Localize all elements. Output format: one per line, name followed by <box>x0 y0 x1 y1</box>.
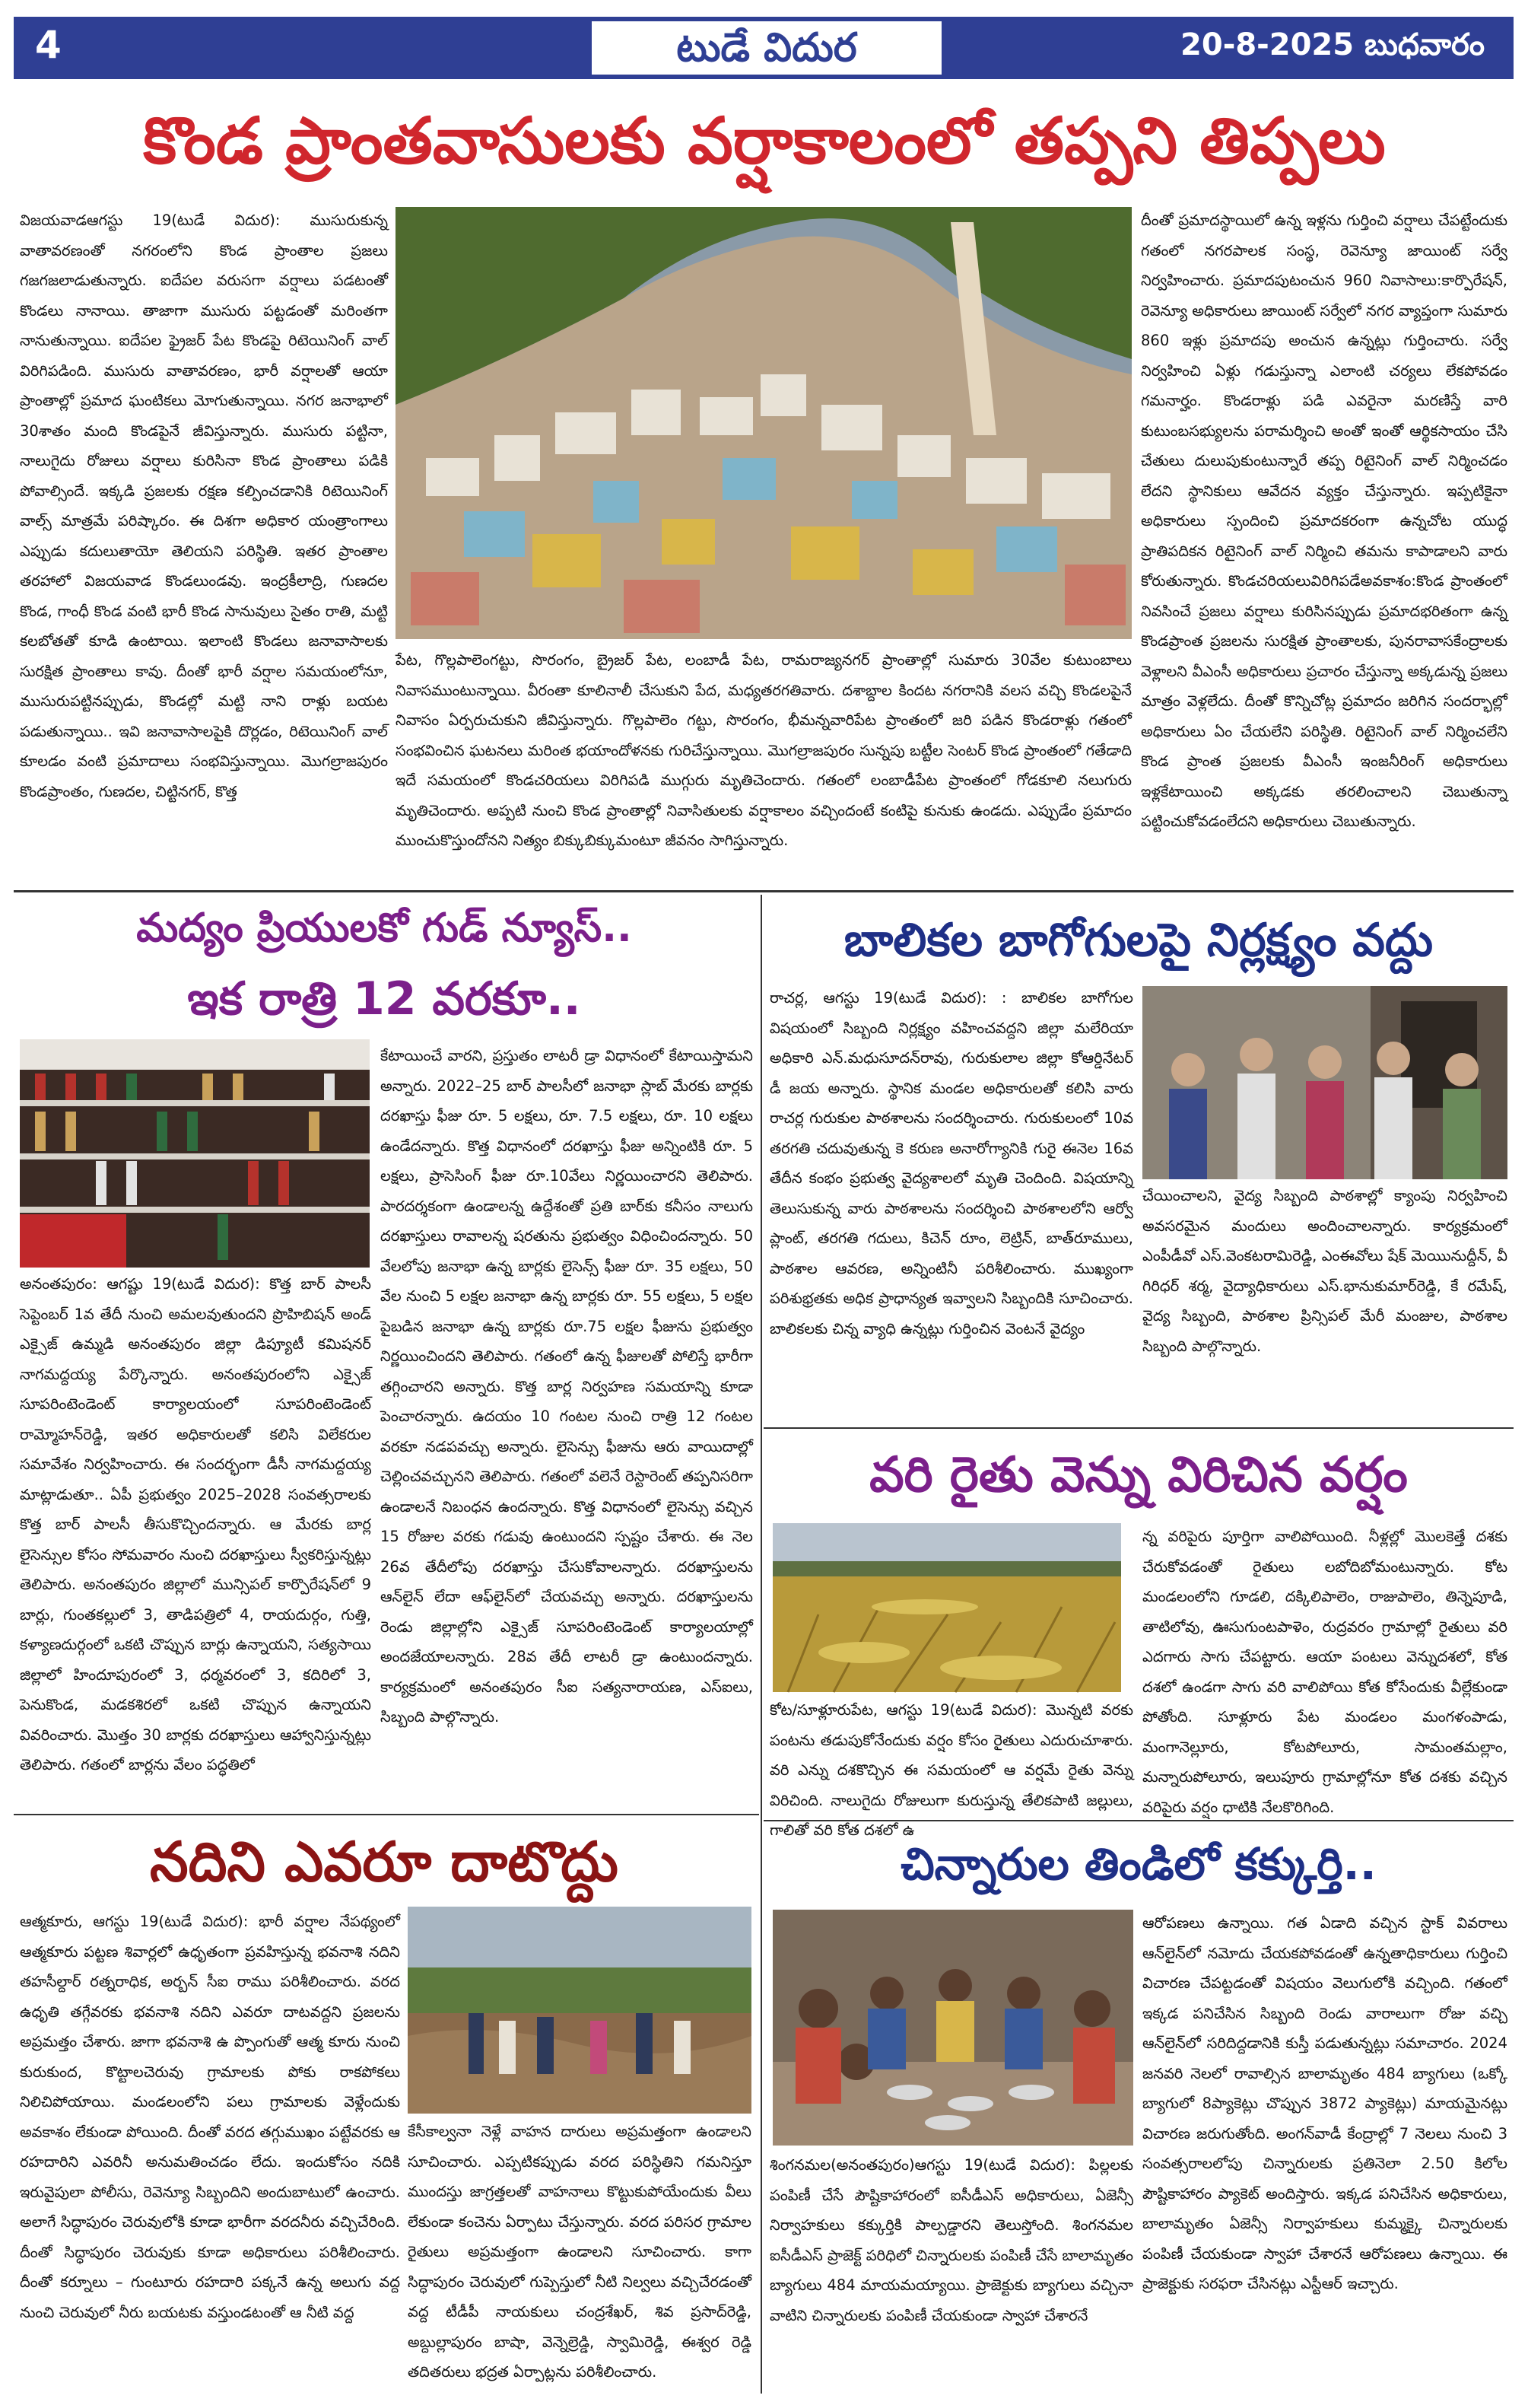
paddy-col-left: కోట/సూళ్లూరుపేట, ఆగస్టు 19(టుడే విదుర): మొన్నటి వరకు పంటను తడుపుకోనేందుకు వర్షం కోసం రైతులు ఎదురుచూశారు. వరి ఎన్ను దశకొచ్చిన ఈ సమయంలో ఆ వర్షమే రైతు వెన్ను విరిచింది. నాలుగైదు రోజులుగా కురుస్తున్న తేలికపాటి జల్లులు, గాలితో వరి కోత దశలో ఉ <box>770 1701 1133 1839</box>
children-eating-photo <box>773 1910 1133 2146</box>
masthead-bar <box>14 17 1514 79</box>
girls-col-right: చేయించాలని, వైద్య సిబ్బంది పాఠశాల్లో క్యాంపు నిర్వహించి అవసరమైన మందులు అందించాలన్నారు. కార్యక్రమంలో ఎంపీడీవో ఎస్.వెంకటరామిరెడ్డి, ఎంఈవోలు షేక్ మెయిునుద్దీన్, వీ గిరిధర్ శర్మ, వైద్యాధికారులు ఎస్.భానుకుమార్‌రెడ్డి, కే రమేష్, వైద్య సిబ్బంది, పాఠశాల ప్రిన్సిపల్ మేరీ మంజుల, పాఠశాల సిబ్బంది పాల్గొన్నారు. <box>1142 1187 1507 1355</box>
section-divider <box>764 1427 1514 1429</box>
main-story-col3: దీంతో ప్రమాదస్థాయిలో ఉన్న ఇళ్లను గుర్తించి వర్షాలు చేపట్టేందుకు గతంలో నగరపాలక సంస్థ, రెవెన్యూ జాయింట్ సర్వే నిర్వహించారు. ప్రమాదపుటంచున 960 నివాసాలు:కార్పొరేషన్, రెవెన్యూ అధికారులు జాయింట్ సర్వేలో నగర వ్యాప్తంగా సుమారు 860 ఇళ్లు ప్రమాదపు అంచున ఉన్నట్లు గుర్తించారు. సర్వే నిర్వహించి ఏళ్లు గడుస్తున్నా ఎలాంటి చర్యలు లేకపోవడం గమనార్హం. కొండరాళ్లు పడి ఎవరైనా మరణిస్తే వారి కుటుంబసభ్యులను పరామర్శించి అంతో ఇంతో ఆర్థికసాయం చేసి చేతులు దులుపుకుంటున్నారే తప్ప రిటైనింగ్ వాల్ నిర్మించడం లేదని స్థానికులు ఆవేదన వ్యక్తం చేస్తున్నారు. ఇప్పటికైనా అధికారులు స్పందించి ప్రమాదకరంగా ఉన్నచోట యుద్ధ ప్రాతిపదికన రిటైనింగ్ వాల్ నిర్మించి తమను కాపాడాలని వారు కోరుతున్నారు. కొండచరియలువిరిగిపడేఅవకాశం:కొండ ప్రాంతంలో నివసించే ప్రజలు వర్షాలు కురిసినప్పుడు ప్రమాదభరితంగా ఉన్న కొండప్రాంత ప్రజలను సురక్షిత ప్రాంతాలకు, పునరావాసకేంద్రాలకు వెళ్లాలని వీఎంసీ అధికారులు ప్రచారం చేస్తున్నా అక్కడున్న ప్రజలు మాత్రం వెళ్లలేదు. దీంతో కొన్నిచోట్ల ప్రమాదం జరిగిన సందర్భాల్లో అధికారులు ఏం చేయలేని పరిస్థితి. రిటైనింగ్ వాల్ నిర్మించలేని కొండ ప్రాంత ప్రజలకు వీఎంసీ ఇంజనీరింగ్ అధికారులు ఇళ్లకేటాయించి అక్కడకు తరలించాలని చెబుతున్నా పట్టించుకోవడంలేదని అధికారులు చెబుతున్నారు. <box>1141 212 1507 830</box>
river-col-right: కేసీకాల్వనా నెళ్లే వాహన దారులు అప్రమత్తంగా ఉండాలని సూచించారు. ఎప్పటికప్పుడు వరద పరిస్థితిని గమనిస్తూ ముందస్తు జాగ్రత్తలతో వాహనాలు కొట్టుకుపోయేందుకు వీలు లేకుండా కంచెను ఏర్పాటు చేస్తున్నారు. వరద పరిసర గ్రామాల రైతులు అప్రమత్తంగా ఉండాలని సూచించారు. కాగా సిద్ధాపురం చెరువులో గుప్పెస్తులో నీటి నిల్వలు వచ్చిచేరడంతో వద్ద టీడీపీ నాయకులు చంద్రశేఖర్, శివ ప్రసాద్‌రెడ్డి, అబ్దుల్లాపురం బాషా, వెన్నెల్రెడ్డి, స్వామిరెడ్డి, ఈశ్వర రెడ్డి తదితరులు భద్రత ఏర్పాట్లను పరిశీలించారు. <box>408 2123 751 2381</box>
main-story-col1: విజయవాడఆగస్టు 19(టుడే విదుర): ముసురుకున్న వాతావరణంతో నగరంలోని కొండ ప్రాంతాల ప్రజలు గజగజలాడుతున్నారు. ఐదేపల వరుసగా వర్షాలు పడటంతో కొండలు నానాయి. తాజాగా ముసురు పట్టడంతో మరింతగా నానుతున్నాయి. ఐదేపల ఫ్రైజర్ పేట కొండపై రిటెయినింగ్ వాల్ విరిగిపడింది. ముసురు వాతావరణం, భారీ వర్షాలతో ఆయా ప్రాంతాల్లో ప్రమాద ఘంటికలు మోగుతున్నాయి. నగర జనాభాలో 30శాతం మంది కొండపైనే జీవిస్తున్నారు. ముసురు పట్టినా, నాలుగైదు రోజులు వర్షాలు కురిసినా కొండ ప్రాంతాలు పడికి పోవాల్సిందే. ఇక్కడి ప్రజలకు రక్షణ కల్పించడానికి రిటెయినింగ్ వాల్స్ మాత్రమే పరిష్కారం. ఈ దిశగా అధికార యంత్రాంగాలు ఎప్పుడు కదులుతాయో తెలియని పరిస్థితి. ఇతర ప్రాంతాల తరహాలో విజయవాడ కొండలుండవు. ఇంద్రకీలాద్రి, గుణదల కొండ, గాంధీ కొండ వంటి భారీ కొండ సానువులు సైతం రాతి, మట్టి కలబోతతో కూడి ఉంటాయి. ఇలాంటి కొండలు జనావాసాలకు సురక్షిత ప్రాంతాలు కావు. దీంతో భారీ వర్షాల సమయంలోనూ, ముసురుపట్టినప్పుడు, కొండల్లో మట్టి నాని రాళ్లు బయట పడుతున్నాయి.. ఇవి జనావాసాలపైకి దొర్లడం, రిటెయినింగ్ వాల్ కూలడం వంటి ప్రమాదాలు సంభవిస్తున్నాయి. మొగల్రాజపురం కొండప్రాంతం, గుణదల, చిట్టినగర్, కొత్త <box>20 212 388 800</box>
paddy-col-right: న్న వరిపైరు పూర్తిగా వాలిపోయింది. నీళ్లల్లో మొలకెత్తే దశకు చేరుకోవడంతో రైతులు లబోదిబోమంటున్నారు. కోట మండలంలోని గూడలి, దక్కిలిపాలెం, రాజుపాలెం, తిన్నెపూడి, తాటిలోవు, ఊసుగుంటపాళెం, రుద్రవరం గ్రామాల్లో రైతులు వరి ఎదగారు సాగు చేపట్టారు. ఆయా పంటలు వెన్నుదశలో, కోత దశలో ఉండగా సాగు వరి వాలిపోయి కోత కోసేందుకు వీల్లేకుండా పోతోంది. సూళ్లూరు పేట మండలం మంగళంపాడు, మంగానెల్లూరు, కోటపోలూరు, సామంతమల్లాం, మన్నారుపోలూరు, ఇలుపూరు గ్రామాల్లోనూ కోత దశకు వచ్చిన వరిపైరు వర్షం ధాటికి నేలకొరిగింది. <box>1142 1528 1507 1816</box>
children-col-left: శింగనమల(అనంతపురం)ఆగస్టు 19(టుడే విదుర): పిల్లలకు పంపిణీ చేసే పౌష్టికాహారంలో ఐసీడీఎస్ అధికారులు, ఏజెన్సీ నిర్వాహకులు కక్కుర్తికి పాల్పడ్డారని తెలుస్తోంది. శింగనమల ఐసీడీఎస్ ప్రాజెక్ట్ పరిధిలో చిన్నారులకు పంపిణీ చేసే బాలామృతం బ్యాగులు 484 మాయమయ్యాయి. ప్రాజెక్టుకు బ్యాగులు వచ్చినా వాటిని చిన్నారులకు పంపిణీ చేయకుండా స్వాహా చేశారనే <box>770 2156 1133 2324</box>
girls-headline: బాలికల బాగోగులపై నిర్లక్ష్యం వద్దు <box>843 914 1434 967</box>
newspaper-name: టుడే విదుర <box>592 21 942 75</box>
liquor-headline-line2: ఇక రాత్రి 12 వరకూ.. <box>187 972 581 1026</box>
section-divider <box>14 1814 759 1815</box>
liquor-col-left: అనంతపురం: ఆగష్టు 19(టుడే విదుర): కొత్త బార్ పాలసీ సెప్టెంబర్ 1వ తేదీ నుంచి అమలవుతుందని ప్రొహిబిషన్ అండ్ ఎక్సైజ్ ఉమ్మడి అనంతపురం జిల్లా డిప్యూటీ కమిషనర్ నాగమద్దయ్య పేర్కొన్నారు. అనంతపురంలోని ఎక్సైజ్ సూపరింటెండెంట్ కార్యాలయంలో సూపరింటెండెంట్ రామ్మోహన్‌రెడ్డి, ఇతర అధికారులతో కలిసి విలేకరుల సమావేశం నిర్వహించారు. ఈ సందర్భంగా డీసీ నాగమద్దయ్య మాట్లాడుతూ.. ఏపీ ప్రభుత్వం 2025–2028 సంవత్సరాలకు కొత్త బార్ పాలసీ తీసుకొచ్చిందన్నారు. ఆ మేరకు బార్ల లైసెన్సుల కోసం సోమవారం నుంచి దరఖాస్తులు స్వీకరిస్తున్నట్లు తెలిపారు. అనంతపురం జిల్లాలో మున్సిపల్ కార్పొరేషన్‌లో 9 బార్లు, గుంతకల్లులో 3, తాడిపత్రిలో 4, రాయదుర్గం, గుత్తి, కళ్యాణదుర్గంలో ఒకటి చొప్పున బార్లు ఉన్నాయని, సత్యసాయి జిల్లాలో హిందూపురంలో 3, ధర్మవరంలో 3, కదిరిలో 3, పెనుకొండ, మడకశిరలో ఒకటి చొప్పున ఉన్నాయని వివరించారు. మొత్తం 30 బార్లకు దరఖాస్తులు ఆహ్వానిస్తున్నట్లు తెలిపారు. గతంలో బార్లను వేలం పద్ధతిలో <box>20 1275 371 1773</box>
children-col-right: ఆరోపణలు ఉన్నాయి. గత ఏడాది వచ్చిన స్టాక్ వివరాలు ఆన్‌లైన్‌లో నమోదు చేయకపోవడంతో ఉన్నతాధికారులు గుర్తించి విచారణ చేపట్టడంతో విషయం వెలుగులోకి వచ్చింది. గతంలో ఇక్కడ పనిచేసిన సిబ్బంది రెండు వారాలుగా రోజు వచ్చి ఆన్‌లైన్‌లో సరిదిద్దడానికి కుస్తీ పడుతున్నట్లు సమాచారం. 2024 జనవరి నెలలో రావాల్సిన బాలామృతం 484 బ్యాగులు (ఒక్కో బ్యాగులో 8ప్యాకెట్లు చొప్పున 3872 ప్యాకెట్లు) మాయమైనట్లు విచారణ జరుగుతోంది. అంగన్‌వాడీ కేంద్రాల్లో 7 నెలలు నుంచి 3 సంవత్సరాలలోపు చిన్నారులకు ప్రతినెలా 2.50 కిలోల పౌష్టికాహారం ప్యాకెట్ అందిస్తారు. ఇక్కడ పనిచేసిన అధికారులు, బాలామృతం ఏజెన్సీ నిర్వాహకులు కుమ్మక్కై చిన్నారులకు పంపిణీ చేయకుండా స్వాహా చేశారనే ఆరోపణలు ఉన్నాయి. ఈ ప్రాజెక్టుకు సరఫరా చేసినట్లు ఎస్టీఆర్ ఇచ్చారు. <box>1142 1914 1507 2292</box>
river-col-left: ఆత్మకూరు, ఆగస్టు 19(టుడే విదుర): భారీ వర్షాల నేపథ్యంలో ఆత్మకూరు పట్టణ శివార్లలో ఉధృతంగా ప్రవహిస్తున్న భవనాశి నదిని తహసీల్దార్ రత్నరాధిక, అర్బన్ సీఐ రాము పరిశీలించారు. వరద ఉధృతి తగ్గేవరకు భవనాశి నదిని ఎవరూ దాటవద్దని ప్రజలను అప్రమత్తం చేశారు. జాగా భవనాశి ఉ ప్పొంగుతో ఆత్మ కూరు నుంచి కురుకుంద, కొట్టాలచెరువు గ్రామాలకు పోకు రాకపోకలు నిలిచిపోయాయి. మండలంలోని పలు గ్రామాలకు వెళ్లేందుకు అవకాశం లేకుండా పోయింది. దీంతో వరద తగ్గుముఖం పట్టేవరకు ఆ రహదారిని ఎవరినీ అనుమతించడం లేదు. ఇందుకోసం నదికి ఇరువైపులా పోలీసు, రెవెన్యూ సిబ్బందిని అందుబాటులో ఉంచారు. అలాగే సిద్ధాపురం చెరువులోకి కూడా భారీగా వరదనీరు వచ్చిచేరింది. దీంతో సిద్ధాపురం చెరువుకు కూడా అధికారులు పరిశీలించారు. దీంతో కర్నూలు – గుంటూరు రహదారి పక్కనే ఉన్న అలుగు వద్ద నుంచి చెరువులో నీరు బయటకు వస్తుండటంతో ఆ నీటి వద్ద <box>20 1913 400 2321</box>
river-flood-photo <box>408 1907 751 2114</box>
hillside-houses-photo <box>396 207 1132 639</box>
school-visit-photo <box>1142 986 1507 1179</box>
girls-col-left: రాచర్ల, ఆగస్టు 19(టుడే విదుర): : బాలికల బాగోగుల విషయంలో సిబ్బంది నిర్లక్ష్యం వహించవద్దని జిల్లా మలేరియా అధికారి ఎన్.మధుసూదన్‌రావు, గురుకులాల జిల్లా కోఆర్డినేటర్ డీ జయ అన్నారు. స్థానిక మండల అధికారులతో కలిసి వారు రాచర్ల గురుకుల పాఠశాలను సందర్శించారు. గురుకులంలో 10వ తరగతి చదువుతున్న కె కరుణ అనారోగ్యానికి గురై ఈనెల 16వ తేదీన కంభం ప్రభుత్వ వైద్యశాలలో మృతి చెందింది. విషయాన్ని తెలుసుకున్న వారు పాఠశాలను సందర్శించి పాఠశాలలోని ఆర్వో ప్లాంట్, తరగతి గదులు, కిచెన్ రూం, లెట్రిన్, బాత్‌రూములు, పాఠశాల ఆవరణ, అన్నింటినీ పరిశీలించారు. ముఖ్యంగా పరిశుభ్రతకు అధిక ప్రాధాన్యత ఇవ్వాలని సిబ్బందికి సూచించారు. బాలికలకు చిన్న వ్యాధి ఉన్నట్లు గుర్తించిన వెంటనే వైద్యం <box>770 989 1133 1338</box>
column-divider <box>761 895 762 2394</box>
main-headline: కొండ ప్రాంతవాసులకు వర్షాకాలంలో తప్పని తిప్పలు <box>143 103 1386 178</box>
liquor-headline-line1: మద్యం ప్రియులకో గుడ్ న్యూస్.. <box>136 905 632 951</box>
page-number: 4 <box>35 23 62 67</box>
paddy-field-photo <box>773 1523 1121 1692</box>
paddy-headline: వరి రైతు వెన్ను విరిచిన వర్షం <box>869 1447 1408 1503</box>
issue-date: 20-8-2025 బుధవారం <box>1180 27 1485 62</box>
section-divider <box>14 890 1514 892</box>
liquor-col-right: కేటాయించే వారని, ప్రస్తుతం లాటరీ డ్రా విధానంలో కేటాయిస్తామని అన్నారు. 2022–25 బార్ పాలసీలో జనాభా స్లాబ్ మేరకు బార్లకు దరఖాస్తు ఫీజు రూ. 5 లక్షలు, రూ. 7.5 లక్షలు, రూ. 10 లక్షలు ఉండేదన్నారు. కొత్త విధానంలో దరఖాస్తు ఫీజు అన్నింటికి రూ. 5 లక్షలు, ప్రాసెసింగ్ ఫీజు రూ.10వేలు నిర్ణయించారని తెలిపారు. పారదర్శకంగా ఉండాలన్న ఉద్దేశంతో ప్రతి బార్‌కు కనీసం నాలుగు దరఖాస్తులు రావాలన్న షరతును ప్రభుత్వం విధించిందన్నారు. 50 వేలలోపు జనాభా ఉన్న బార్లకు లైసెన్స్ ఫీజు రూ. 35 లక్షలు, 50 వేల నుంచి 5 లక్షల జనాభా ఉన్న బార్లకు రూ. 55 లక్షలు, 5 లక్షల పైబడిన జనాభా ఉన్న బార్లకు రూ.75 లక్షల ఫీజును ప్రభుత్వం నిర్ణయించిందని తెలిపారు. గతంలో ఉన్న ఫీజులతో పోలిస్తే భారీగా తగ్గించారని అన్నారు. కొత్త బార్ల నిర్వహణ సమయాన్ని కూడా పెంచారన్నారు. ఉదయం 10 గంటల నుంచి రాత్రి 12 గంటల వరకూ నడపవచ్చు అన్నారు. లైసెన్సు ఫీజును ఆరు వాయిదాల్లో చెల్లించవచ్చునని తెలిపారు. గతంలో వలెనే రెస్టారెంట్ తప్పనిసరిగా ఉండాలనే నిబంధన ఉందన్నారు. కొత్త విధానంలో లైసెన్సు వచ్చిన 15 రోజుల వరకు గడువు ఉంటుందని స్పష్టం చేశారు. ఈ నెల 26వ తేదీలోపు దరఖాస్తు చేసుకోవాలన్నారు. దరఖాస్తులను ఆన్‌లైన్ లేదా ఆఫ్‌లైన్‌లో చేయవచ్చు అన్నారు. దరఖాస్తులను రెండు జిల్లాల్లోని ఎక్సైజ్ సూపరింటెండెంట్ కార్యాలయాల్లో అందజేయాలన్నారు. 28వ తేదీ లాటరీ డ్రా ఉంటుందన్నారు. కార్యక్రమంలో అనంతపురం సీఐ సత్యనారాయణ, ఎస్ఐలు, సిబ్బంది పాల్గొన్నారు. <box>380 1047 753 1726</box>
liquor-shelves-photo <box>20 1039 370 1268</box>
children-headline: చిన్నారుల తిండిలో కక్కుర్తి.. <box>901 1838 1377 1890</box>
river-headline: నదిని ఎవరూ దాటొద్దు <box>150 1830 618 1894</box>
section-divider <box>764 1820 1514 1821</box>
main-story-below-photo: పేట, గొల్లపాలెంగట్టు, సొరంగం, బ్రైజర్ పేట, లంబాడీ పేట, రామరాజ్యనగర్ ప్రాంతాల్లో సుమారు 30వేల కుటుంబాలు నివాసముంటున్నాయి. వీరంతా కూలినాలీ చేసుకుని పేద, మధ్యతరగతివారు. దశాబ్దాల కిందట నగరానికి వలస వచ్చి కొండలపైనే నివాసం ఏర్పరుచుకుని జీవిస్తున్నారు. గొల్లపాలెం గట్టు, సొరంగం, భీమన్నవారిపేట ప్రాంతంలో జరి పడిన కొండరాళ్లు గతంలో సంభవించిన ఘటనలు మరింత భయాందోళనకు గురిచేస్తున్నాయి. మొగల్రాజపురం సున్నపు బట్టీల సెంటర్ కొండ ప్రాంతంలో గతేడాది ఇదే సమయంలో కొండచరియలు విరిగిపడి ముగ్గురు మృతిచెందారు. గతంలో లంబాడీపేట ప్రాంతంలో గోడకూలి నలుగురు మృతిచెందారు. అప్పటి నుంచి కొండ ప్రాంతాల్లో నివాసితులకు వర్షాకాలం వచ్చిందంటే కంటిపై కునుకు ఉండదు. ఎప్పుడేం ప్రమాదం ముంచుకొస్తుందోనని నిత్యం బిక్కుబిక్కుమంటూ జీవనం సాగిస్తున్నారు. <box>396 651 1132 849</box>
